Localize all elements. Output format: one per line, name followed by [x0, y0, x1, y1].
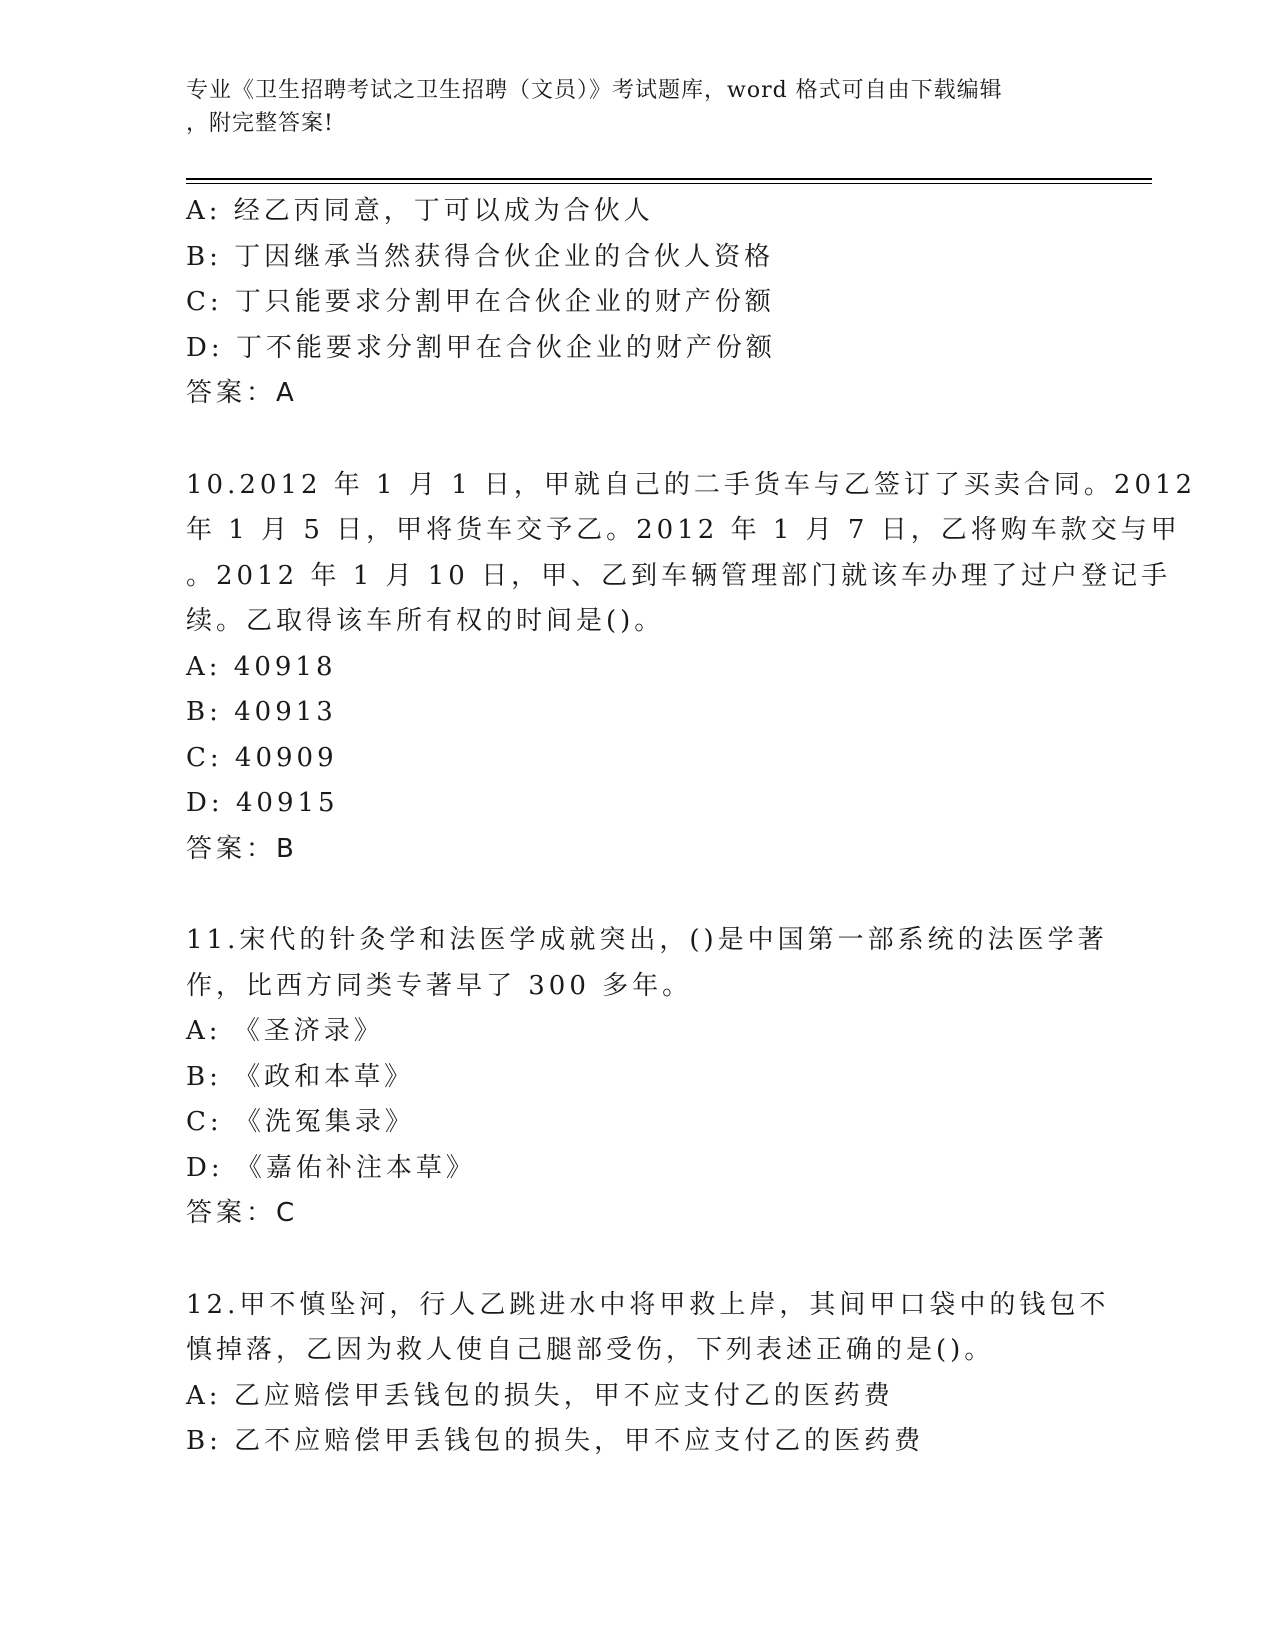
header-line-1: 专业《卫生招聘考试之卫生招聘（文员）》考试题库，word 格式可自由下载编辑 — [186, 78, 1003, 103]
question-11 — [186, 918, 1108, 1237]
option-d: D: 《嘉佑补注本草》 — [186, 1152, 476, 1183]
header-divider-thin — [186, 183, 1152, 184]
question-text-line: 10.2012 年 1 月 1 日，甲就自己的二手货车与乙签订了买卖合同。2012 — [186, 469, 1197, 500]
option-a: A: 《圣济录》 — [186, 1016, 384, 1046]
option-a: A: 经乙丙同意，丁可以成为合伙人 — [186, 196, 654, 226]
option-c: C: 《洗冤集录》 — [186, 1107, 415, 1137]
answer: 答案：C — [186, 1198, 299, 1228]
question-list — [186, 189, 1197, 1465]
option-d: D: 丁不能要求分割甲在合伙企业的财产份额 — [186, 332, 776, 363]
question-10 — [186, 463, 1197, 873]
option-a: A: 乙应赔偿甲丢钱包的损失，甲不应支付乙的医药费 — [186, 1380, 894, 1411]
option-d: D: 40915 — [186, 788, 339, 818]
option-a: A: 40918 — [186, 651, 337, 682]
question-12 — [186, 1283, 1110, 1465]
option-b: B: 《政和本草》 — [186, 1061, 415, 1092]
question-text-line: 慎掉落，乙因为救人使自己腿部受伤，下列表述正确的是()。 — [186, 1335, 995, 1365]
document-header — [186, 74, 1086, 140]
question-text-line: 续。乙取得该车所有权的时间是()。 — [186, 606, 665, 636]
option-c: C: 40909 — [186, 742, 338, 773]
question-text-line: 。2012 年 1 月 10 日，甲、乙到车辆管理部门就该车办理了过户登记手 — [186, 560, 1172, 591]
question-spacer — [186, 1237, 1086, 1283]
answer: 答案：B — [186, 833, 298, 864]
question-text-line: 作，比西方同类专著早了 300 多年。 — [186, 970, 693, 1001]
question-text-line: 12.甲不慎坠河，行人乙跳进水中将甲救上岸，其间甲口袋中的钱包不 — [186, 1289, 1110, 1320]
option-b: B: 乙不应赔偿甲丢钱包的损失，甲不应支付乙的医药费 — [186, 1426, 925, 1456]
option-b: B: 丁因继承当然获得合伙企业的合伙人资格 — [186, 241, 775, 272]
header-divider-thick — [186, 178, 1152, 180]
option-c: C: 丁只能要求分割甲在合伙企业的财产份额 — [186, 287, 775, 317]
question-9 — [186, 189, 1086, 417]
question-spacer — [186, 872, 1086, 918]
question-text-line: 年 1 月 5 日，甲将货车交予乙。2012 年 1 月 7 日，乙将购车款交与甲 — [186, 515, 1181, 545]
question-text-line: 11.宋代的针灸学和法医学成就突出，()是中国第一部系统的法医学著 — [186, 925, 1108, 955]
question-spacer — [186, 417, 1086, 463]
header-line-2: ，附完整答案! — [186, 111, 334, 136]
answer: 答案：A — [186, 378, 298, 408]
option-b: B: 40913 — [186, 697, 337, 727]
